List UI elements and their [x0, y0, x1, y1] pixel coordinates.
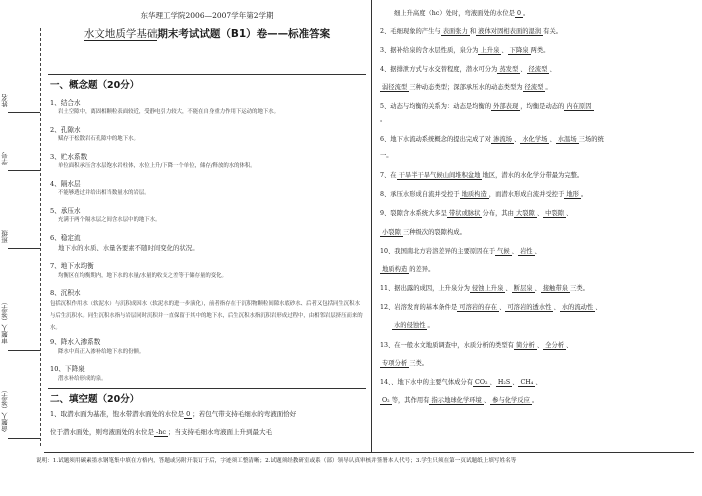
- margin-id-label: 学号: [1, 152, 9, 166]
- concept-term: 10、下降泉: [50, 365, 85, 373]
- answer-blank: CH₄: [520, 379, 534, 386]
- concept-definition: 赋存于松散岩石孔隙中的地下水。: [58, 136, 139, 142]
- concept-definition: 包括沉积作用水（软泥水）与沉积成因水（软泥水的进一步演化），前者指存在于沉积物颗粒间隙水底砂水、后者又包括同生沉积水与后生沉积水。同生沉积水指与岩层同时沉积并一直保留于其中的地下水，后生沉积水指沉积岩形成过程中，由相邻岩层挤压而来的水。: [50, 301, 363, 331]
- question-text: ，均衡是动态的: [520, 103, 565, 110]
- answer-blank: 全分析: [545, 342, 565, 349]
- concept-term: 8、沉积水: [50, 289, 81, 297]
- concept-term: 6、稳定流: [50, 234, 81, 242]
- footer-note: 说明：1.试题须用碳素墨水钢笔集中填在方格内，答题或另附开装订于后，字迹须工整清晰；2.试题须经教研室或系（部）领导认真审核并签署本人代号；3.学生只须在第一页试题纸上填写姓名等: [36, 458, 517, 464]
- answer-blank: 径流型: [524, 84, 544, 91]
- fill-question-line: [380, 24, 696, 40]
- question-text: 等，其作用有: [391, 397, 430, 404]
- question-text: 有关。: [543, 28, 563, 35]
- fill-question-line: O₂ 等，其作用有 指示地球化学环境 、 参与化学反应 。: [382, 397, 539, 404]
- answer-blank: 水温场: [557, 136, 577, 143]
- answer-blank: 中裂隙: [545, 210, 565, 217]
- fill-question-line: 13、在一般水文地质调查中，水质分析的类型有 简分析 、 全分析 、: [380, 342, 573, 349]
- question-text: 2、毛细现象的产生与: [380, 28, 441, 35]
- margin-rule: [8, 112, 40, 113]
- answer-blank: 可溶岩的透水性: [507, 304, 552, 311]
- fill-question-line: 11、据出露的成因，上升泉分为 侵蚀上升泉 、 断层泉 、 接触带泉 三类。: [380, 285, 589, 292]
- answer-blank: 内在原因: [566, 103, 592, 110]
- question-text: 11、据出露的成因，上升泉分为: [380, 285, 470, 292]
- question-text: 的差异。: [409, 266, 435, 273]
- concept-term: 2、孔隙水: [50, 126, 81, 134]
- concept-definition: 均衡区在均衡期内，地下水的水量/水量的收支之差等于储存量的变化。: [58, 273, 227, 279]
- margin-rule: [8, 350, 40, 351]
- fill-question-line: 一。: [380, 152, 393, 159]
- question-text: 4、据排泄方式与水交替程度，潜水可分为: [380, 66, 498, 73]
- question-text: 、: [501, 47, 508, 54]
- answer-blank: 地质构造: [461, 191, 487, 198]
- question-text: 三种动态类型；深部承压水的动态类型为: [409, 84, 523, 91]
- section2-heading: 二、填空题（20分）: [50, 394, 140, 405]
- fill-question-line: [380, 356, 696, 372]
- answer-blank: 参与化学反应: [492, 397, 530, 404]
- question-text: ，而潜水形成自流并受控于: [488, 191, 565, 198]
- question-text: 三种级次的裂隙构成。: [402, 229, 466, 236]
- answer-blank: 表面张力: [442, 28, 468, 35]
- concept-definition: 地下水的水质、水量各要素不随时间变化的状况。: [58, 244, 199, 252]
- answer-blank: 侵蚀上升泉: [471, 285, 504, 292]
- course-name: 水文地质学基础: [83, 28, 158, 40]
- answer-blank: H₂S: [497, 379, 511, 386]
- answer-blank: 岩性: [519, 248, 533, 255]
- section1-heading: 一、概念题（20分）: [50, 80, 140, 91]
- section-rule: [48, 74, 366, 75]
- answer-blank: 地形: [566, 191, 579, 198]
- fill-question-line: 弱径流型 三种动态类型；深部承压水的动态类型为 径流型 。: [382, 84, 552, 91]
- answer-blank: 渗流场: [493, 136, 512, 143]
- answer-blank: 简分析: [515, 342, 535, 349]
- concept-definition: 单位面积承压含水层饱水岩柱体，水位上升/下降一个单位，储存/释放的水的体积。: [58, 163, 256, 169]
- binding-line: [40, 28, 41, 446]
- question-text: 分布，其由: [482, 210, 514, 217]
- answer-blank: 可溶岩的存在: [459, 304, 498, 311]
- answer-blank: 地质构造: [382, 266, 408, 273]
- answer-blank: 外部表现: [493, 103, 519, 110]
- fill-question-line: [50, 425, 366, 440]
- margin-rule: [8, 248, 40, 249]
- question-text: 6、地下水流动系统概念的提出完成了对: [380, 136, 492, 143]
- answer-blank: 带状或脉状: [448, 210, 481, 217]
- answer-blank: 专项分析: [382, 360, 408, 367]
- question-text: 10、我国南北方岩溶差异的主要原因在于: [380, 248, 496, 255]
- fill-question-line: 9、裂隙含水系统大多呈 带状或脉状 分布，其由 大裂隙 、 中裂隙 、: [380, 210, 573, 217]
- margin-author-label: 命题人（签字）: [1, 386, 9, 432]
- answer-blank: 大裂隙: [515, 210, 535, 217]
- concept-definition: 充满于两个隔水层之间含水层中的地下水。: [58, 217, 161, 223]
- answer-blank: 下降泉: [509, 47, 529, 54]
- question-text: 5、动态与均衡的关系为：动态是均衡的: [380, 103, 492, 110]
- fill-question-line: [380, 262, 696, 278]
- question-text: 3、据补给泉的含水层性质，泉分为: [380, 47, 479, 54]
- answer-blank: 0: [186, 410, 191, 418]
- exam-title-main: 期末考试试题（B1）卷——标准答案: [157, 28, 331, 40]
- margin-rule: [8, 170, 40, 171]
- answer-blank: O₂: [382, 397, 390, 404]
- fill-question-line: 10、我国南北方岩溶差异的主要原因在于 气候 、 岩性 、: [380, 248, 541, 255]
- question-text: 地区，潜水的水化学分带最为完整。: [482, 172, 584, 179]
- question-text: 1、取潜水面为基准，饱水带潜水面处的水位是: [50, 410, 185, 418]
- answer-blank: 蒸发型: [499, 66, 519, 73]
- answer-blank: 接触带泉: [542, 285, 569, 292]
- answer-blank: 干旱半干旱气候山间堆积盆地: [398, 172, 481, 179]
- exam-title: [48, 26, 366, 41]
- concept-term: 7、地下水均衡: [50, 262, 94, 270]
- question-text: 两类。: [530, 47, 550, 54]
- concept-definition: 不能够透过并给出相当数量水的岩层。: [58, 190, 150, 196]
- column-divider: [371, 0, 372, 452]
- concept-term: 1、结合水: [50, 99, 81, 107]
- fill-question-line: 8、承压水形成自流并受控于 地质构造 ，而潜水形成自流并受控于 地形 。: [380, 191, 588, 198]
- concept-definition: 岩土空隙中，离固相颗粒表面较近，受静电引力较大，不能在自身重力作用下运动的地下水。: [58, 109, 280, 115]
- fill-question-line: [380, 168, 696, 184]
- question-text: 位于潜水面处，则弯液面处的水位是: [50, 428, 154, 436]
- question-text: 细上升高度（hc）处时，弯液面处的水位是: [394, 10, 515, 17]
- answer-blank: 断层泉: [513, 285, 533, 292]
- fill-question-line: 14、、地下水中的主要气体成分有 CO₂ 、 H₂S 、 CH₄ 、: [380, 379, 542, 386]
- question-text: ；若包气带支持毛细水的弯液面恰好: [192, 410, 297, 418]
- answer-blank: 液体对固相表面的湿润: [478, 28, 542, 35]
- fill-question-line: [50, 407, 366, 422]
- footer-rule: [44, 452, 694, 453]
- question-text: 三类。: [409, 360, 429, 367]
- question-text: ；当支持毛细水弯液面上升到最大毛: [168, 428, 273, 436]
- question-text: 9、裂隙含水系统大多呈: [380, 210, 447, 217]
- answer-blank: 径流型: [528, 66, 548, 73]
- answer-blank: 指示地球化学环境: [431, 397, 482, 404]
- concept-definition: 降水中真正入渗补给地下水的份额。: [58, 349, 145, 355]
- question-text: 和: [469, 28, 477, 35]
- fill-question-line: 细上升高度（hc）处时，弯液面处的水位是 0 。: [394, 10, 530, 17]
- concept-term: 9、降水入渗系数: [50, 338, 101, 346]
- fill-question-line: 12、岩溶发育的基本条件是 可溶岩的存在 、 可溶岩的透水性 、 水的流动性 、: [380, 304, 602, 311]
- answer-blank: 弱径流型: [382, 84, 408, 91]
- fill-question-line: [380, 43, 696, 59]
- answer-blank: 水的侵蚀性: [394, 322, 426, 329]
- margin-name-label: 姓名: [1, 94, 9, 108]
- question-text: 8、承压水形成自流并受控于: [380, 191, 460, 198]
- question-text: 三场的统: [578, 136, 604, 143]
- margin-class-label: 班级: [1, 230, 9, 244]
- question-text: 12、岩溶发育的基本条件是: [380, 304, 458, 311]
- question-text: 14、、地下水中的主要气体成分有: [380, 379, 474, 386]
- school-line: 东华理工学院2006—2007学年第2学期: [140, 11, 274, 20]
- answer-blank: 0: [516, 10, 521, 17]
- concept-term: 4、隔水层: [50, 180, 81, 188]
- concept-term: 5、承压水: [50, 207, 81, 215]
- answer-blank: 气候: [497, 248, 510, 255]
- question-text: 7、在: [380, 172, 397, 179]
- question-text: 三类。: [570, 285, 589, 292]
- concept-term: 3、贮水系数: [50, 153, 88, 161]
- fill-question-line: 水的侵蚀性 。: [394, 322, 434, 329]
- concept-definition: 潜水补给形成的泉。: [58, 376, 107, 382]
- answer-blank: 水化学场: [522, 136, 548, 143]
- fill-question-line: 。: [380, 116, 387, 123]
- margin-reviewer-label: 审题人（签字）: [1, 298, 9, 344]
- fill-question-line: 6、地下水流动系统概念的提出完成了对 渗流场 、 水化学场 、 水温场 三场的统: [380, 136, 604, 143]
- answer-blank: 小裂隙: [382, 229, 401, 236]
- answer-blank: 水的流动性: [561, 304, 594, 311]
- answer-blank: -hc: [156, 428, 167, 436]
- fill-question-line: 4、据排泄方式与水交替程度，潜水可分为 蒸发型 、 径流型 、: [380, 66, 556, 73]
- question-text: 13、在一般水文地质调查中，水质分析的类型有: [380, 342, 514, 349]
- answer-blank: CO₂: [475, 379, 488, 386]
- fill-question-line: [380, 225, 696, 241]
- section-rule: [48, 388, 366, 389]
- margin-rule: [8, 438, 40, 439]
- answer-blank: 上升泉: [480, 47, 500, 54]
